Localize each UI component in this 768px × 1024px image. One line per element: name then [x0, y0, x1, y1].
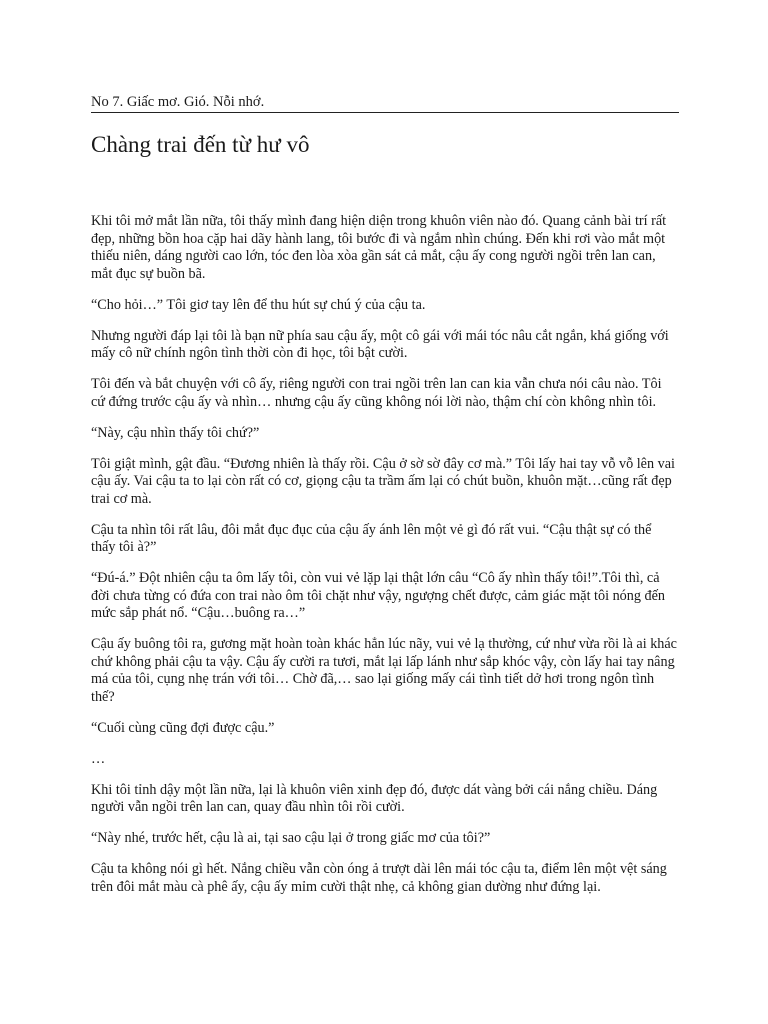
- paragraph: Khi tôi tỉnh dậy một lần nữa, lại là khuôn viên xinh đẹp đó, được dát vàng bởi cái nắng chiều. Dáng người vẫn ngồi trên lan can, quay đầu nhìn tôi rồi cười.: [91, 781, 658, 815]
- paragraph: “Cho hỏi…” Tôi giơ tay lên để thu hút sự chú ý của cậu ta.: [91, 296, 426, 313]
- paragraph: Cậu ta nhìn tôi rất lâu, đôi mắt đục đục của cậu ấy ánh lên một vẻ gì đó rất vui. “Cậu thật sự có thể thấy tôi à?”: [91, 521, 652, 555]
- paragraph: “Cuối cùng cũng đợi được cậu.”: [91, 719, 275, 736]
- story-body: [91, 213, 679, 896]
- paragraph: Tôi đến và bắt chuyện với cô ấy, riêng người con trai ngồi trên lan can kia vẫn chưa nói câu nào. Tôi cứ đứng trước cậu ấy và nhìn… nhưng cậu ấy cũng không nói lời nào, thậm chí còn không nhìn tôi.: [91, 376, 662, 410]
- paragraph: Tôi giật mình, gật đầu. “Đương nhiên là thấy rồi. Cậu ở sờ sờ đây cơ mà.” Tôi lấy hai tay vỗ vỗ lên vai cậu ấy. Vai cậu ta to lại còn rất có cơ, giọng cậu ta trầm ấm lại có chút buồn, khuôn mặt…cũng rất đẹp trai cơ mà.: [91, 455, 675, 507]
- paragraph: “Này, cậu nhìn thấy tôi chứ?”: [91, 424, 260, 441]
- document-page: [91, 93, 679, 910]
- paragraph: Khi tôi mở mắt lần nữa, tôi thấy mình đang hiện diện trong khuôn viên nào đó. Quang cảnh bài trí rất đẹp, những bồn hoa cặp hai dãy hành lang, tôi bước đi và ngắm nhìn chúng. Đến khi rơi vào mắt một thiếu niên, dáng người cao lớn, tóc đen lòa xòa gần sát cả mắt, cậu ấy cong người ngồi trên lan can, mắt đục sự buồn bã.: [91, 213, 667, 282]
- chapter-title: Chàng trai đến từ hư vô: [91, 132, 310, 157]
- paragraph: Nhưng người đáp lại tôi là bạn nữ phía sau cậu ấy, một cô gái với mái tóc nâu cắt ngắn, khá giống với mấy cô nữ chính ngôn tình thời còn đi học, tôi bật cười.: [91, 327, 669, 361]
- paragraph: “Này nhé, trước hết, cậu là ai, tại sao cậu lại ở trong giấc mơ của tôi?”: [91, 830, 491, 846]
- paragraph: Cậu ta không nói gì hết. Nắng chiều vẫn còn óng ả trượt dài lên mái tóc cậu ta, điểm lên một vệt sáng trên đôi mắt màu cà phê ấy, cậu ấy mỉm cười thật nhẹ, cả không gian dường như đứng lại.: [91, 861, 667, 895]
- paragraph: Cậu ấy buông tôi ra, gương mặt hoàn toàn khác hẳn lúc nãy, vui vẻ lạ thường, cứ như vừa rồi là ai khác chứ không phải cậu ta vậy. Cậu ấy cười ra tươi, mắt lại lấp lánh như sắp khóc vậy, còn lấy hai tay nâng má của tôi, cụng nhẹ trán với tôi… Chờ đã,… sao lại giống mấy cái tình tiết dở hơi trong ngôn tình thế?: [91, 636, 677, 705]
- paragraph: “Đú-á.” Đột nhiên cậu ta ôm lấy tôi, còn vui vẻ lặp lại thật lớn câu “Cô ấy nhìn thấy tôi!”.Tôi thì, cả đời chưa từng có đứa con trai nào ôm tôi chặt như vậy, ngượng chết được, cảm giác mặt tôi nóng đến mức sắp phát nổ. “Cậu…buông ra…”: [91, 570, 665, 621]
- chapter-header: No 7. Giấc mơ. Gió. Nỗi nhớ.: [91, 93, 679, 113]
- scene-break: …: [91, 750, 106, 767]
